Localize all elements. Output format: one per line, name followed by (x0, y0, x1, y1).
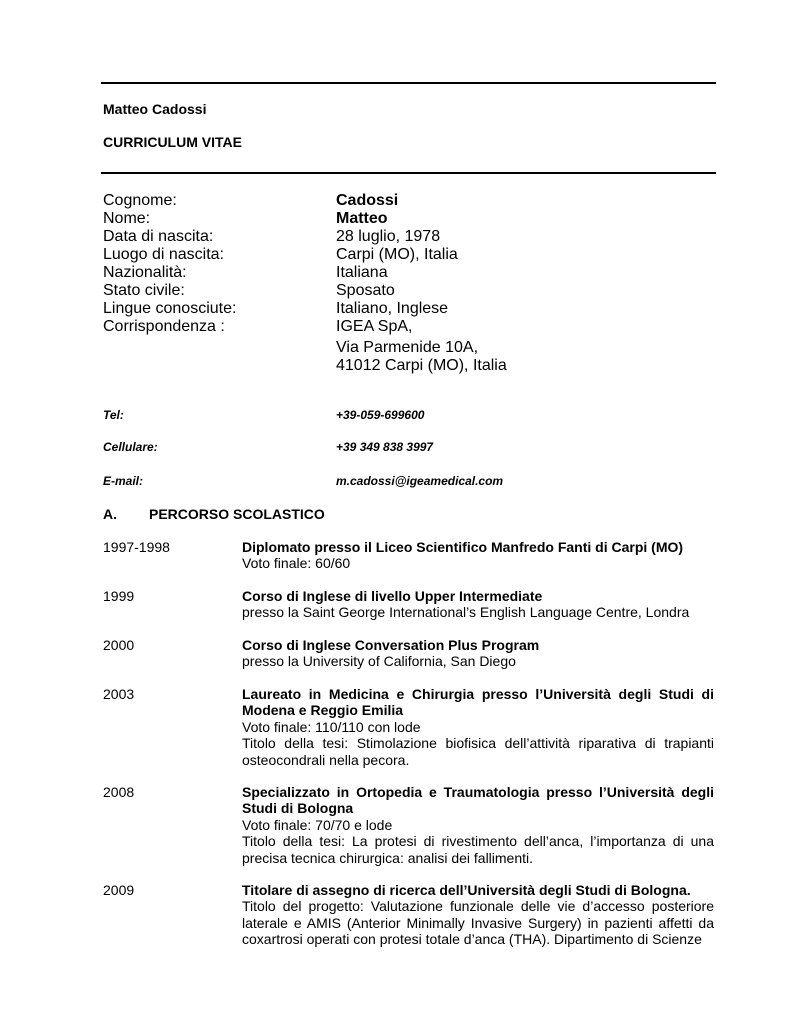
address-line-2: 41012 Carpi (MO), Italia (336, 357, 507, 374)
value-data-nascita: 28 luglio, 1978 (336, 228, 441, 245)
header-bottom-rule (101, 172, 716, 174)
edu-title: Laureato in Medicina e Chirurgia presso l’Università degli Studi di Modena e Reggio Emilia (242, 686, 714, 719)
edu-year: 1997-1998 (103, 539, 170, 555)
section-a-title: PERCORSO SCOLASTICO (149, 506, 325, 522)
edu-entry (242, 637, 714, 670)
top-rule (101, 82, 716, 84)
label-cellulare: Cellulare: (103, 440, 158, 454)
value-luogo-nascita: Carpi (MO), Italia (336, 246, 458, 263)
value-cognome: Cadossi (336, 192, 399, 209)
value-cellulare[interactable]: +39 349 838 3997 (336, 440, 434, 454)
edu-entry (242, 882, 714, 948)
label-data-nascita: Data di nascita: (103, 228, 214, 245)
edu-detail: Titolo della tesi: La protesi di rivestimento dell’anca, l’importanza di una precisa tecnica chirurgica: analisi dei fallimenti. (242, 833, 714, 866)
edu-detail: presso la Saint George International’s English Language Centre, Londra (242, 604, 690, 621)
author-name: Matteo Cadossi (103, 101, 207, 117)
label-tel: Tel: (103, 408, 124, 422)
value-stato-civile: Sposato (336, 282, 395, 299)
label-luogo-nascita: Luogo di nascita: (103, 246, 224, 263)
edu-year: 1999 (103, 588, 135, 604)
edu-entry (242, 539, 714, 572)
edu-detail: Voto finale: 70/70 e lode (242, 816, 393, 833)
label-corrispondenza: Corrispondenza : (103, 318, 225, 335)
value-tel[interactable]: +39-059-699600 (336, 408, 425, 422)
value-email[interactable]: m.cadossi@igeamedical.com (336, 474, 504, 488)
edu-title: Corso di Inglese Conversation Plus Program (242, 637, 540, 653)
label-lingue: Lingue conosciute: (103, 300, 237, 317)
edu-detail: Titolo del progetto: Valutazione funzionale delle vie d’accesso posteriore laterale e AMIS (Anterior Minimally Invasive Surgery) in pazienti affetti da coxartrosi operati con protesi totale d’anca (THA). Dipartimento di Scienze (242, 898, 714, 948)
edu-title: Titolare di assegno di ricerca dell’Università degli Studi di Bologna. (242, 882, 691, 898)
edu-title: Corso di Inglese di livello Upper Intermediate (242, 588, 543, 604)
section-a-letter: A. (103, 506, 117, 522)
document-title: CURRICULUM VITAE (103, 134, 242, 150)
edu-detail: Titolo della tesi: Stimolazione biofisica dell’attività riparativa di trapianti osteocondrali nella pecora. (242, 735, 714, 768)
value-nazionalita: Italiana (336, 264, 388, 281)
edu-detail: Voto finale: 110/110 con lode (242, 718, 421, 735)
value-corrispondenza: IGEA SpA, (336, 318, 413, 335)
edu-entry (242, 784, 714, 866)
edu-year: 2009 (103, 882, 135, 898)
label-cognome: Cognome: (103, 192, 177, 209)
address-line-1: Via Parmenide 10A, (336, 339, 479, 356)
edu-year: 2008 (103, 784, 135, 800)
edu-entry (242, 686, 714, 768)
label-email: E-mail: (103, 474, 144, 488)
edu-detail: Voto finale: 60/60 (242, 555, 351, 572)
value-lingue: Italiano, Inglese (336, 300, 449, 317)
label-stato-civile: Stato civile: (103, 282, 185, 299)
edu-title: Specializzato in Ortopedia e Traumatologia presso l’Università degli Studi di Bologna (242, 784, 714, 817)
edu-detail: presso la University of California, San Diego (242, 653, 516, 670)
label-nazionalita: Nazionalità: (103, 264, 187, 281)
edu-title: Diplomato presso il Liceo Scientifico Manfredo Fanti di Carpi (MO) (242, 539, 684, 555)
edu-year: 2000 (103, 637, 135, 653)
edu-year: 2003 (103, 686, 135, 702)
edu-entry (242, 588, 714, 621)
value-nome: Matteo (336, 210, 388, 227)
label-nome: Nome: (103, 210, 151, 227)
